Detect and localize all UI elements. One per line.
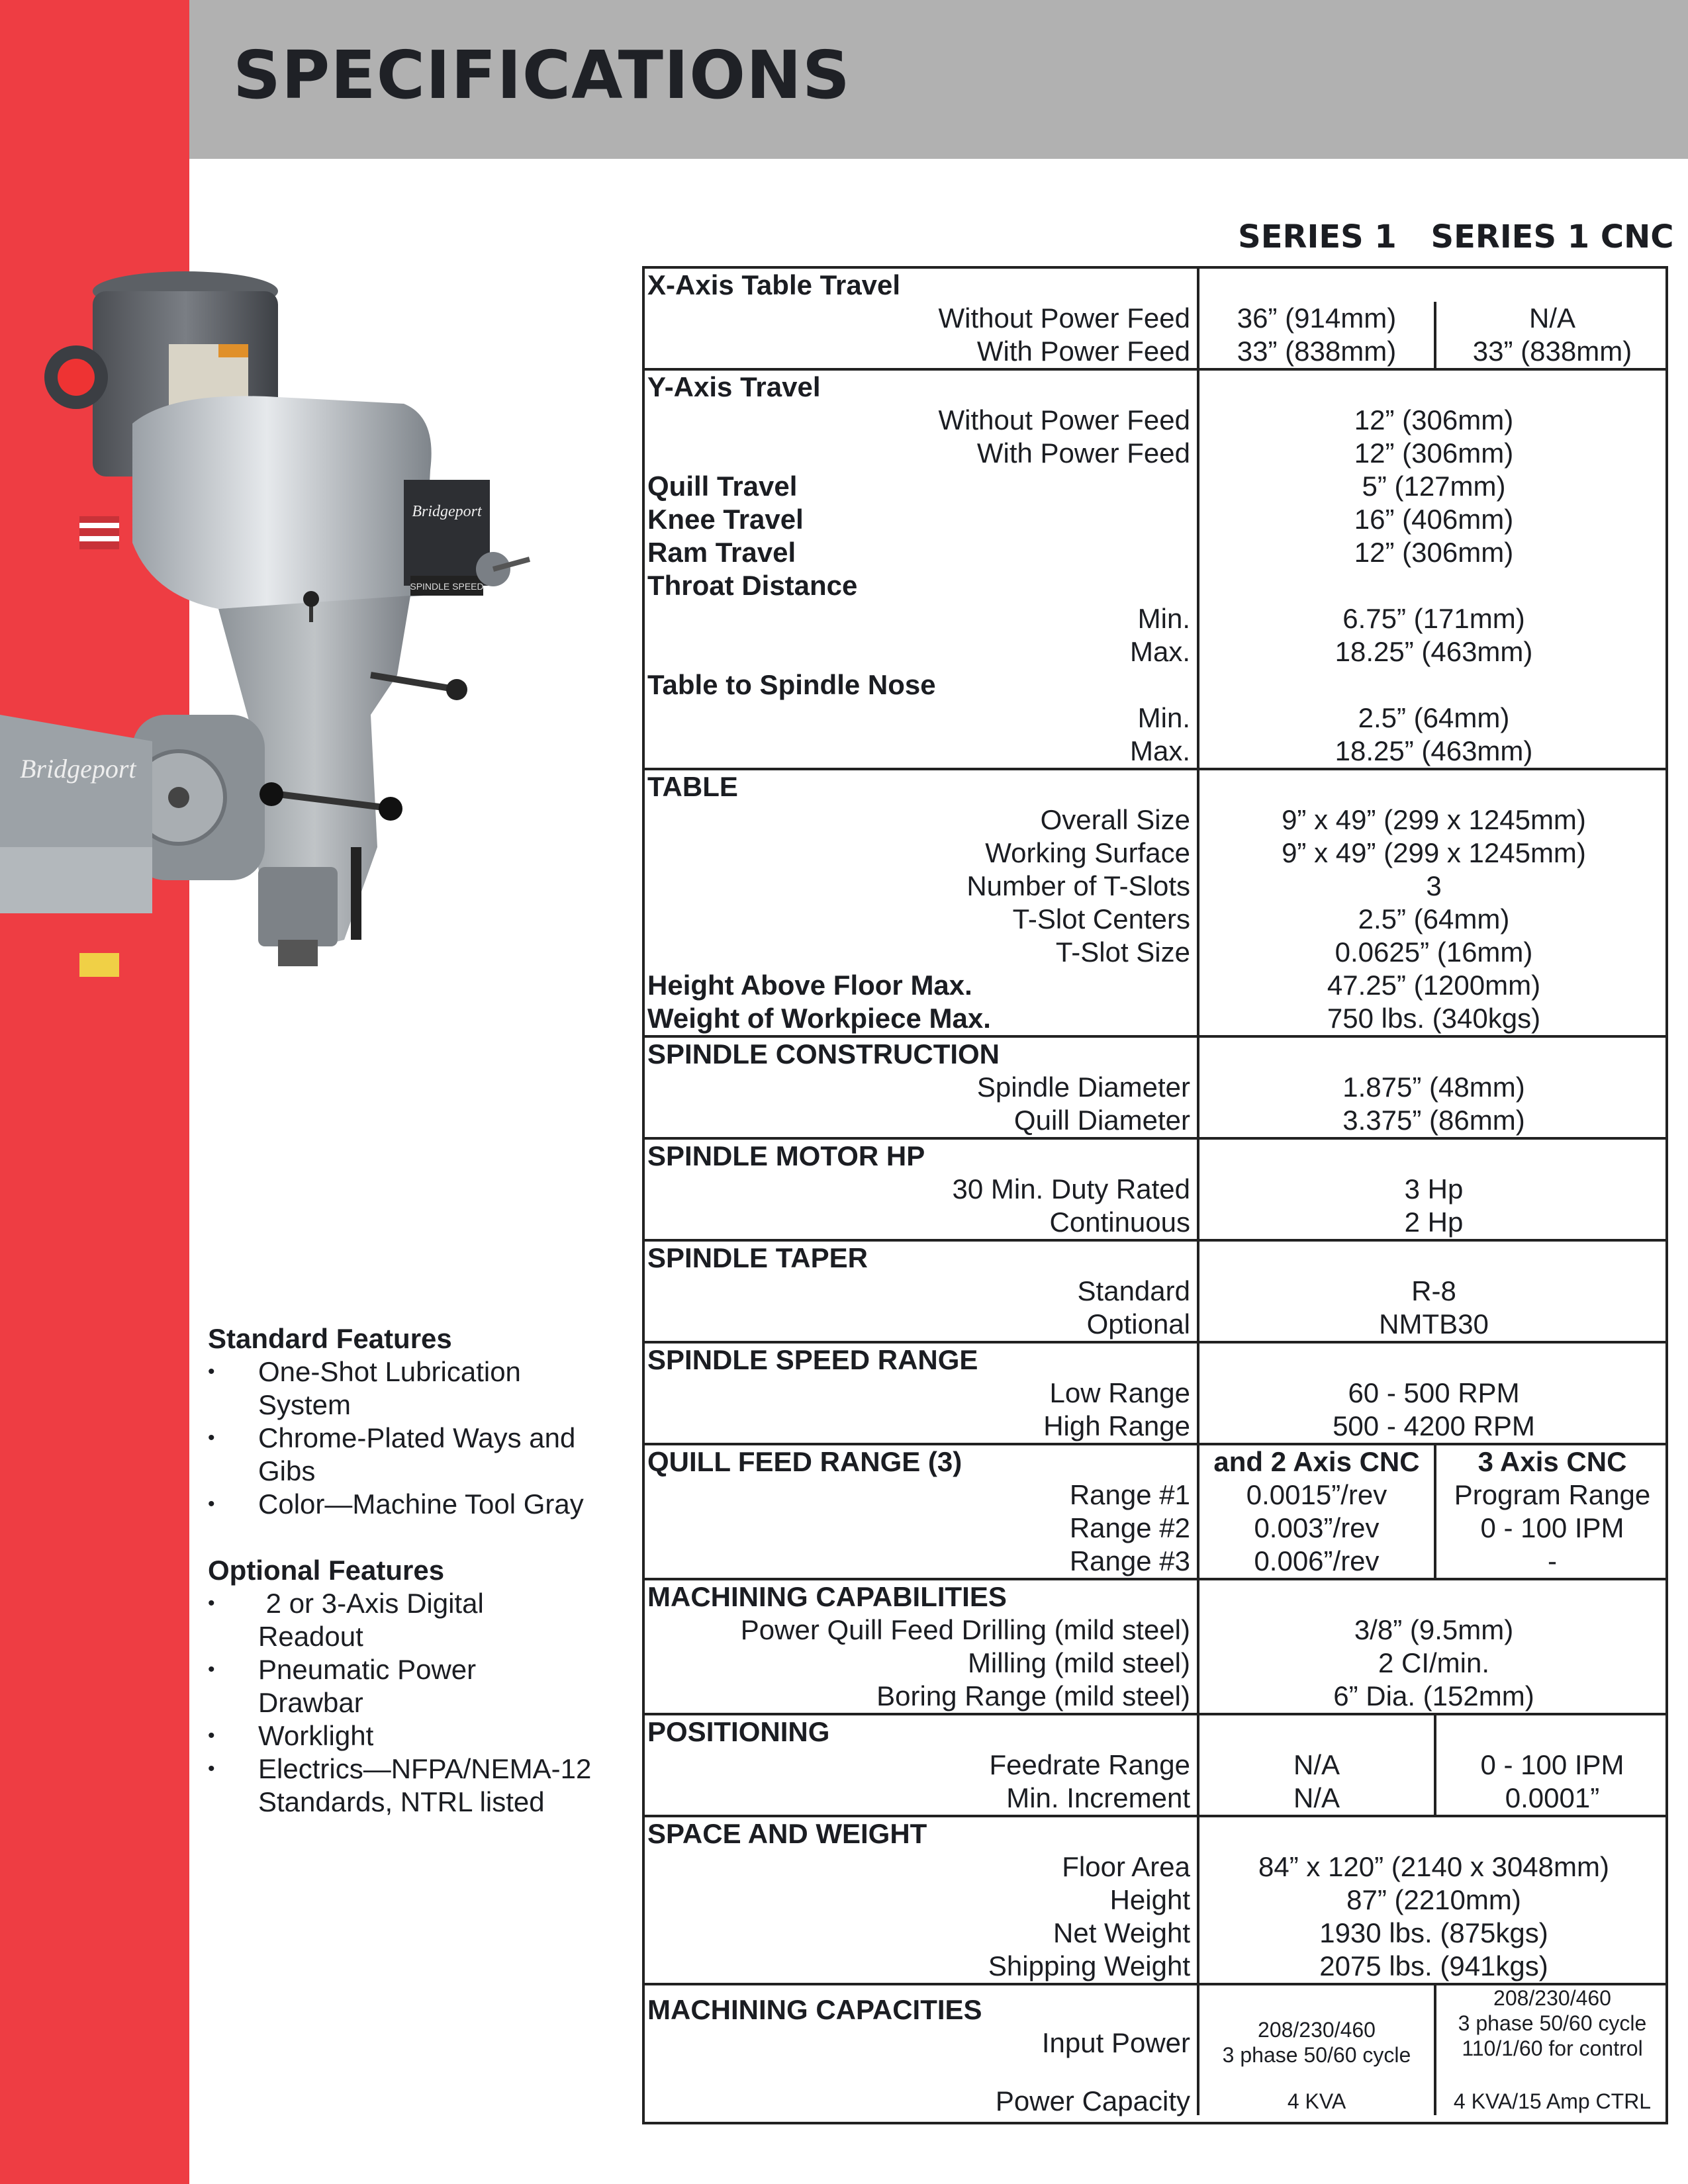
- features-panel: [208, 1322, 632, 1852]
- table-row: Spindle Diameter 1.875” (48mm): [976, 1071, 1525, 1103]
- travel-section: Y-Axis Travel Without Power Feed 12” (306mm) With Power Feed 12” (306mm) Quill Travel 5” (127mm) Knee Travel 16” (406mm) Ram Travel 12” (306mm) Throat Distance Min. 6.75” (171mm) Max. 18.25” (463mm) Table to Spindle Nose Min. 2.5” (64mm) Max. 18.25” (463mm): [645, 368, 1665, 768]
- spec-table: [642, 266, 1668, 2124]
- table-row: Shipping Weight 2075 lbs. (941kgs): [988, 1950, 1548, 1981]
- table-row: With Power Feed 33” (838mm) 33” (838mm): [976, 336, 1632, 367]
- table-row: Height Above Floor Max. 47.25” (1200mm): [647, 970, 1541, 1001]
- list-item: • One-Shot Lubrication System: [208, 1355, 632, 1422]
- table-row: T-Slot Size 0.0625” (16mm): [1055, 936, 1533, 968]
- space-weight-section: SPACE AND WEIGHT Floor Area 84” x 120” (2140 x 3048mm) Height 87” (2210mm) Net Weight 1930 lbs. (875kgs) Shipping Weight 2075 lbs. (941kgs): [645, 1815, 1665, 1983]
- list-item: • Worklight: [208, 1719, 632, 1752]
- spindle-nose: [278, 940, 318, 966]
- table-row: Power Quill Feed Drilling (mild steel) 3/8” (9.5mm): [740, 1614, 1514, 1645]
- optional-features-title: Optional Features: [208, 1555, 445, 1586]
- spindle-taper-section: SPINDLE TAPER Standard R-8 Optional NMTB30: [645, 1239, 1665, 1341]
- table-row: With Power Feed 12” (306mm): [976, 437, 1514, 469]
- table-row: Continuous 2 Hp: [1049, 1206, 1464, 1238]
- standard-features-list: [208, 1355, 632, 1521]
- table-row: Without Power Feed 36” (914mm) N/A: [938, 302, 1575, 334]
- table-row: Max. 18.25” (463mm): [1129, 735, 1533, 766]
- table-row: Net Weight 1930 lbs. (875kgs): [1053, 1917, 1548, 1948]
- spindle-motor-section: SPINDLE MOTOR HP 30 Min. Duty Rated 3 Hp Continuous 2 Hp: [645, 1137, 1665, 1239]
- table-section: TABLE Overall Size 9” x 49” (299 x 1245mm) Working Surface 9” x 49” (299 x 1245mm) Number of T-Slots 3 T-Slot Centers 2.5” (64mm) T-Slot Size 0.0625” (16mm) Height Above Floor Max. 47.25” (1200mm) Weight of Workpiece Max. 750 lbs. (340kgs): [645, 768, 1665, 1035]
- table-row: Without Power Feed 12” (306mm): [938, 404, 1514, 435]
- table-row: Floor Area 84” x 120” (2140 x 3048mm): [1062, 1851, 1609, 1882]
- machining-capabilities-section: MACHINING CAPABILITIES Power Quill Feed Drilling (mild steel) 3/8” (9.5mm) Milling (mild steel) 2 CI/min. Boring Range (mild steel) 6” Dia. (152mm): [645, 1578, 1665, 1713]
- table-row: Range #1 0.0015”/rev Program Range: [1069, 1479, 1651, 1510]
- head-housing: [132, 396, 432, 609]
- table-row: T-Slot Centers 2.5” (64mm): [1012, 903, 1510, 934]
- milling-machine-image: [0, 251, 583, 986]
- table-row: Boring Range (mild steel) 6” Dia. (152mm): [876, 1680, 1534, 1711]
- table-row: Knee Travel 16” (406mm): [647, 504, 1514, 535]
- spindle-speed-section: SPINDLE SPEED RANGE Low Range 60 - 500 RPM High Range 500 - 4200 RPM: [645, 1341, 1665, 1443]
- table-row: High Range 500 - 4200 RPM: [1043, 1410, 1535, 1441]
- table-row: Optional NMTB30: [1086, 1308, 1489, 1340]
- table-row: Working Surface 9” x 49” (299 x 1245mm): [985, 837, 1586, 868]
- table-row: Power Capacity 4 KVA 4 KVA/15 Amp CTRL: [995, 2085, 1652, 2116]
- table-row: Low Range 60 - 500 RPM: [1049, 1377, 1520, 1408]
- table-row: Height 87” (2210mm): [1109, 1884, 1521, 1915]
- spindle-construction-section: SPINDLE CONSTRUCTION Spindle Diameter 1.875” (48mm) Quill Diameter 3.375” (86mm): [645, 1035, 1665, 1137]
- table-row: 30 Min. Duty Rated 3 Hp: [952, 1173, 1464, 1205]
- table-row: Max. 18.25” (463mm): [1129, 636, 1533, 667]
- bridgeport-plate-text: Bridgeport: [412, 503, 482, 520]
- table-row: Standard R-8: [1077, 1275, 1456, 1306]
- spindle-speed-plate-text: SPINDLE SPEED: [410, 581, 484, 592]
- positioning-section: POSITIONING Feedrate Range N/A 0 - 100 IPM Min. Increment N/A 0.0001”: [645, 1713, 1665, 1815]
- list-item: • Chrome-Plated Ways and Gibs: [208, 1422, 632, 1488]
- table-row: Feedrate Range N/A 0 - 100 IPM: [989, 1749, 1624, 1780]
- table-row: Ram Travel 12” (306mm): [647, 537, 1514, 568]
- table-row: Quill Diameter 3.375” (86mm): [1013, 1105, 1525, 1136]
- list-item: • Pneumatic Power Drawbar: [208, 1653, 632, 1719]
- table-row: Overall Size 9” x 49” (299 x 1245mm): [1040, 804, 1586, 835]
- table-row: Quill Travel 5” (127mm): [647, 471, 1506, 502]
- list-item: • 2 or 3-Axis Digital Readout: [208, 1587, 632, 1653]
- series1-cnc-header: SERIES 1 CNC: [1430, 218, 1674, 255]
- table-row: Min. 6.75” (171mm): [1137, 603, 1525, 634]
- table-row: Min. 2.5” (64mm): [1137, 702, 1510, 733]
- table-row: Weight of Workpiece Max. 750 lbs. (340kgs): [647, 1003, 1541, 1034]
- page-title: SPECIFICATIONS: [233, 36, 851, 114]
- quill-feed-section: QUILL FEED RANGE (3) and 2 Axis CNC 3 Axis CNC Range #1 0.0015”/rev Program Range Range #2 0.003”/rev 0 - 100 IPM Range #3 0.006”/rev -: [645, 1443, 1665, 1578]
- standard-features-title: Standard Features: [208, 1323, 452, 1354]
- series1-header: SERIES 1: [1238, 218, 1397, 255]
- table-row: Number of T-Slots 3: [966, 870, 1442, 901]
- optional-features-list: [208, 1587, 632, 1819]
- table-row: Range #2 0.003”/rev 0 - 100 IPM: [1069, 1512, 1624, 1543]
- table-row: Input Power: [1041, 2027, 1190, 2058]
- machining-capacities-section: MACHINING CAPACITIES Input Power 208/230/460 3 phase 50/60 cycle 208/230/460 3 phase 50/60 cycle 110/1/60 for control Power Capacity 4 KVA 4 KVA/15 Amp CTRL: [645, 1983, 1665, 2115]
- x-axis-section: X-Axis Table Travel Without Power Feed 36” (914mm) N/A With Power Feed 33” (838mm) 33” (838mm): [645, 269, 1665, 368]
- quill-housing: [258, 867, 338, 946]
- list-item: • Electrics—NFPA/NEMA-12 Standards, NTRL listed: [208, 1752, 632, 1819]
- table-row: Min. Increment N/A 0.0001”: [1006, 1782, 1600, 1813]
- list-item: • Color—Machine Tool Gray: [208, 1488, 632, 1521]
- flag: [79, 516, 119, 549]
- table-row: Milling (mild steel) 2 CI/min.: [967, 1647, 1490, 1678]
- motor-tag-orange: [218, 344, 248, 357]
- bridgeport-logo-text: Bridgeport: [20, 754, 136, 784]
- table-row: Range #3 0.006”/rev -: [1069, 1545, 1557, 1576]
